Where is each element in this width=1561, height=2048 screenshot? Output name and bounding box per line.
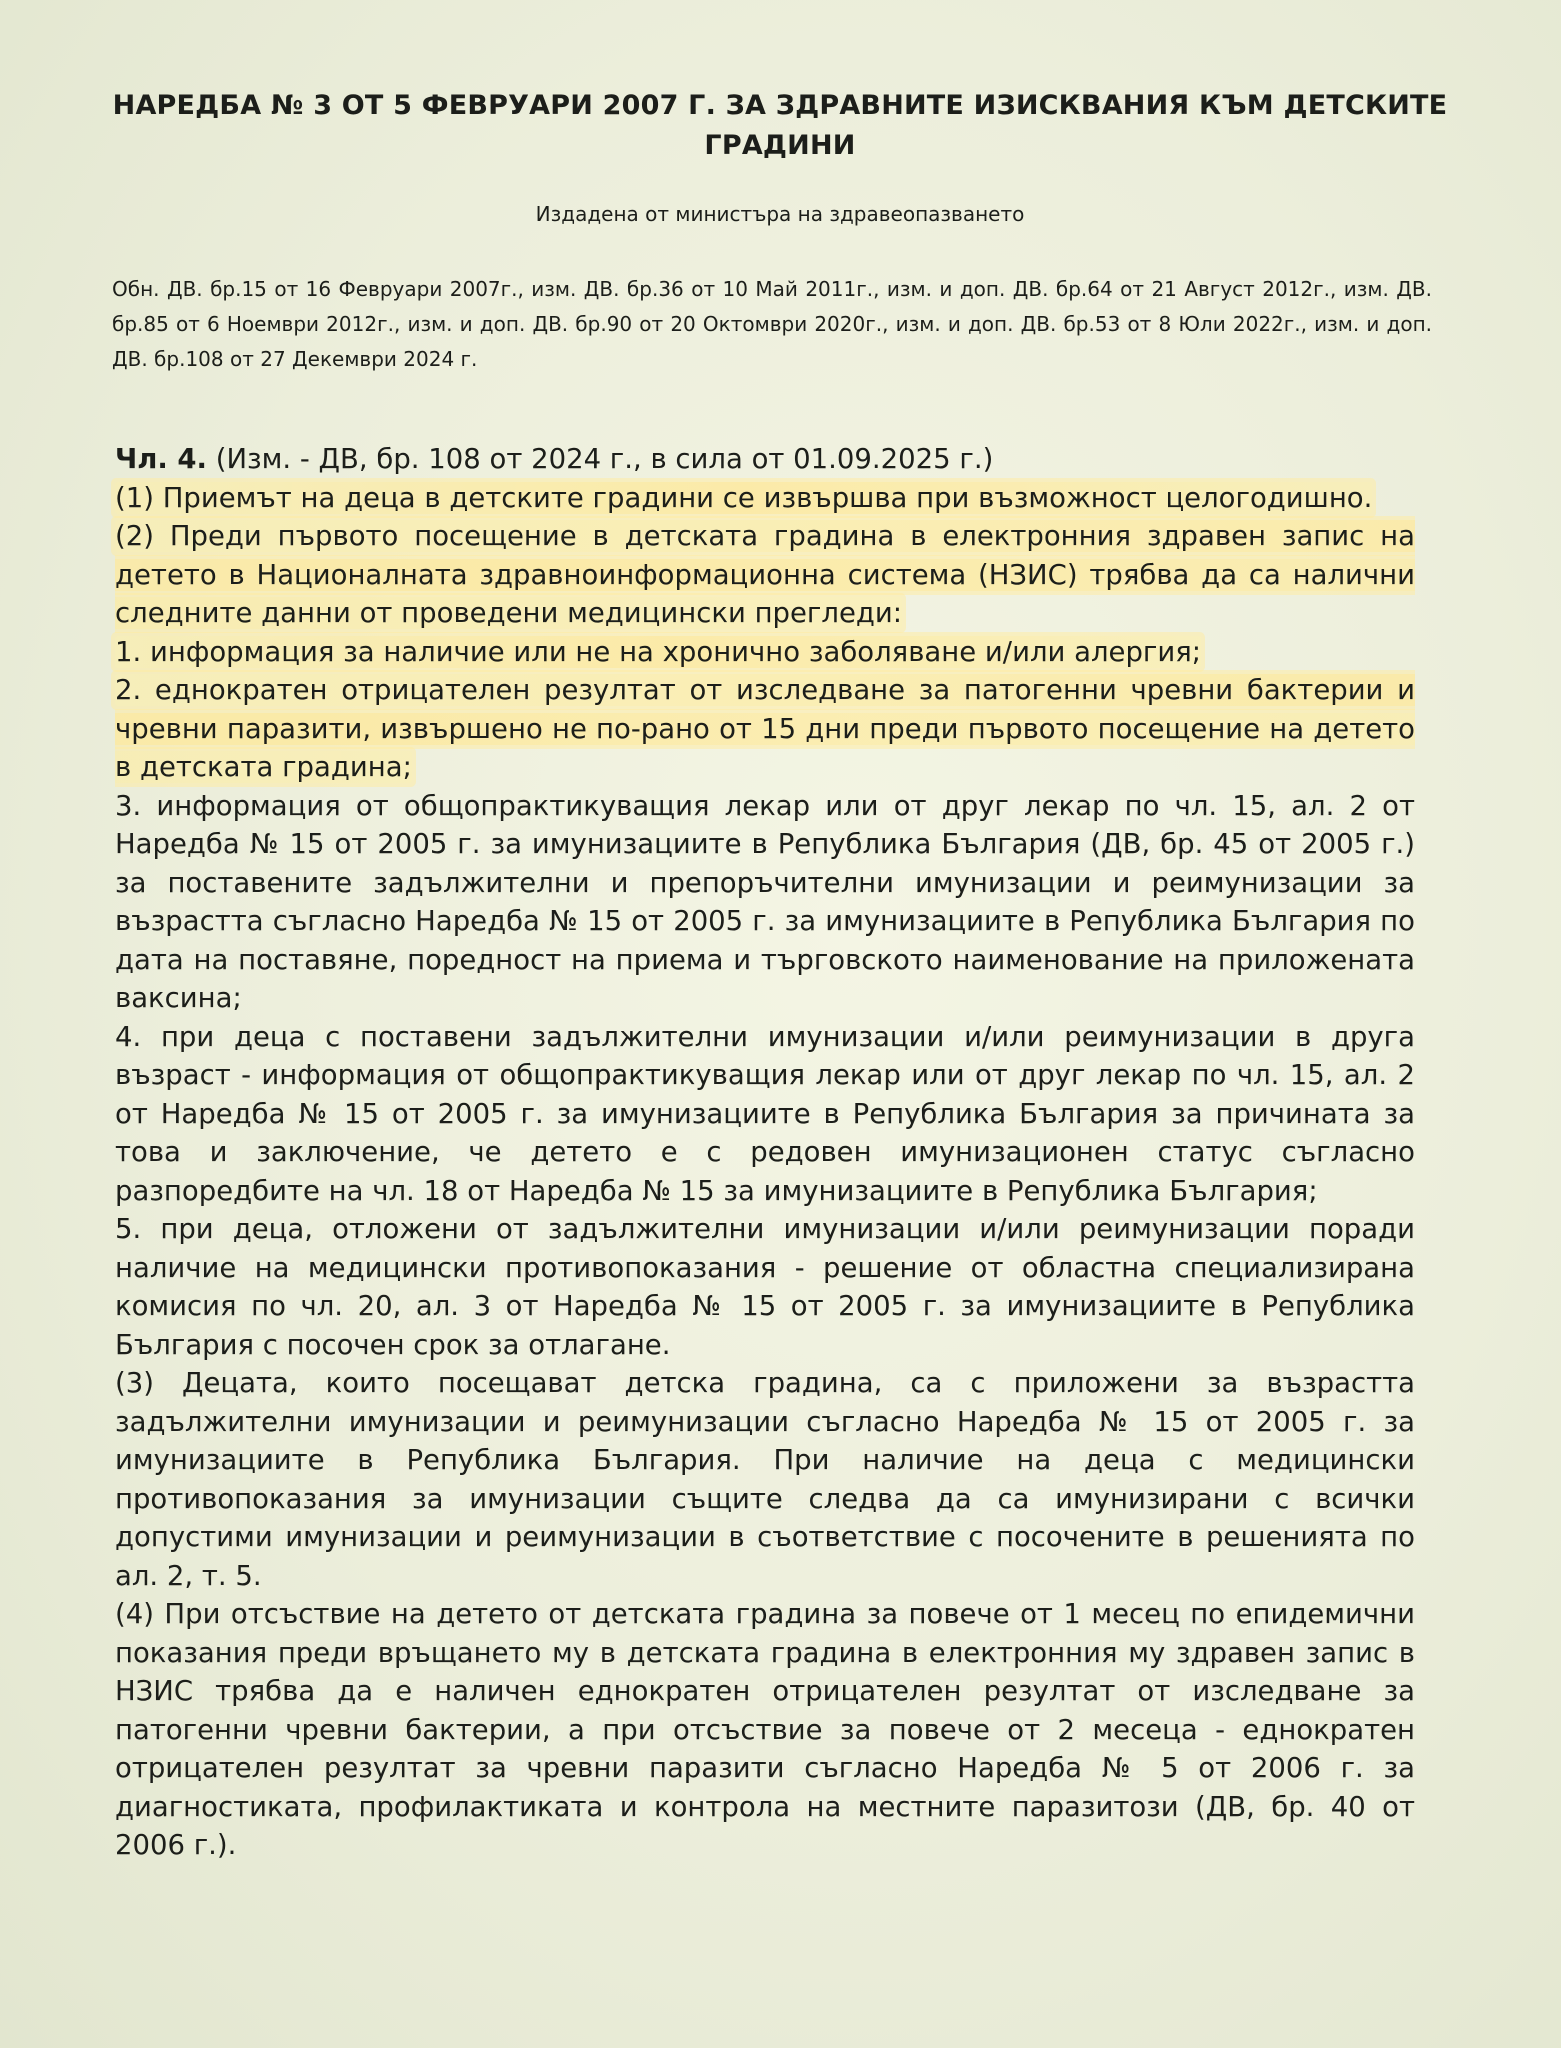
highlighted-text: (1) Приемът на деца в детските градини се извършва при възможност целогодишно.	[115, 481, 1373, 514]
promulgation-note: Обн. ДВ. бр.15 от 16 Февруари 2007г., изм. ДВ. бр.36 от 10 Май 2011г., изм. и доп. ДВ. бр.64 от 21 Август 2012г., изм. ДВ. бр.85 от 6 Ноември 2012г., изм. и доп. ДВ. бр.90 от 20 Октомври 2020г., изм. и доп. ДВ. бр.53 от 8 Юли 2022г., изм. и доп. ДВ. бр.108 от 27 Декември 2024 г.	[112, 277, 1432, 371]
paragraph-3: (3) Децата, които посещават детска градина, са с приложени за възрастта задължителни имунизации и реимунизации съгласно Наредба № 15 от 2005 г. за имунизациите в Република България. При наличие на деца с медицински противопоказания за имунизации същите следва да са имунизирани с всички допустими имунизации и реимунизации в съответствие с посочените в решенията по ал. 2, т. 5.	[115, 1367, 1415, 1592]
paragraph-1	[115, 479, 1415, 518]
highlighted-text: 2. еднократен отрицателен резултат от изследване за патогенни чревни бактерии и чревни паразити, извършено не по-рано от 15 дни преди първото посещение на детето в детската градина;	[115, 674, 1415, 783]
paragraph-4: (4) При отсъствие на детето от детската градина за повече от 1 месец по епидемични показания преди връщането му в детската градина в електронния му здравен запис в НЗИС трябва да е наличен еднократен отрицателен резултат от изследване за патогенни чревни бактерии, а при отсъствие за повече от 2 месеца - еднократен отрицателен резултат за чревни паразити съгласно Наредба № 5 от 2006 г. за диагностиката, профилактиката и контрола на местните паразитози (ДВ, бр. 40 от 2006 г.).	[115, 1598, 1415, 1861]
highlighted-text: (2) Преди първото посещение в детската градина в електронния здравен запис на детето в Националната здравноинформационна система (НЗИС) трябва да са налични следните данни от проведени медицински прегледи:	[115, 520, 1415, 629]
article-heading	[115, 440, 1415, 479]
document-issuer: Издадена от министъра на здравеопазването	[535, 202, 1025, 226]
paragraph-2-item-4: 4. при деца с поставени задължителни имунизации и/или реимунизации в друга възраст - информация от общопрактикуващия лекар или от друг лекар по чл. 15, ал. 2 от Наредба № 15 от 2005 г. за имунизациите в Република България за причината за това и заключение, че детето е с редовен имунизационен статус съгласно разпоредбите на чл. 18 от Наредба № 15 за имунизациите в Република България;	[115, 1020, 1415, 1207]
article-amendment: (Изм. - ДВ, бр. 108 от 2024 г., в сила от 01.09.2025 г.)	[215, 443, 994, 475]
document-title: НАРЕДБА № 3 ОТ 5 ФЕВРУАРИ 2007 Г. ЗА ЗДРАВНИТЕ ИЗИСКВАНИЯ КЪМ ДЕТСКИТЕ ГРАДИНИ	[112, 90, 1448, 161]
paragraph-2-item-5: 5. при деца, отложени от задължителни имунизации и/или реимунизации поради наличие на медицински противопоказания - решение от областна специализирана комисия по чл. 20, ал. 3 от Наредба № 15 от 2005 г. за имунизациите в Република България с посочен срок за отлагане.	[115, 1213, 1415, 1361]
article-number: Чл. 4.	[115, 443, 207, 475]
paragraph-2-item-1	[115, 633, 1415, 672]
article-4	[115, 440, 1415, 1865]
paragraph-2-item-2	[115, 671, 1415, 787]
paragraph-2-item-3: 3. информация от общопрактикуващия лекар или от друг лекар по чл. 15, ал. 2 от Наредба № 15 от 2005 г. за имунизациите в Република България (ДВ, бр. 45 от 2005 г.) за поставените задължителни и препоръчителни имунизации и реимунизации за възрастта съгласно Наредба № 15 от 2005 г. за имунизациите в Република България по дата на поставяне, поредност на приема и търговското наименование на приложената ваксина;	[115, 789, 1415, 1014]
highlighted-text: 1. информация за наличие или не на хронично заболяване и/или алергия;	[115, 635, 1202, 668]
paragraph-2	[115, 517, 1415, 633]
